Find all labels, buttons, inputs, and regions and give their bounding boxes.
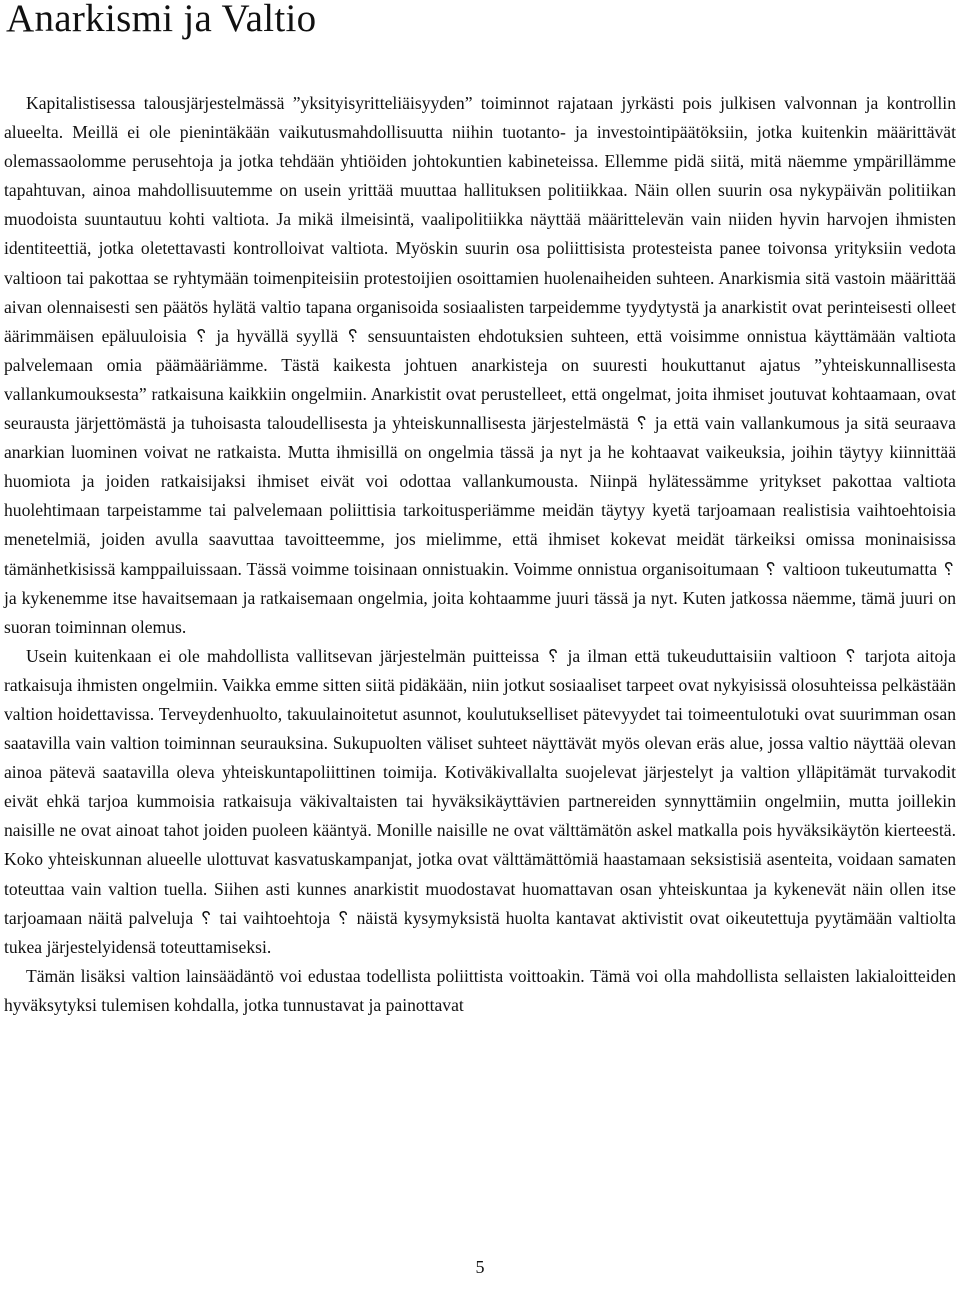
page-number: 5 [475, 1257, 485, 1277]
body-text [4, 89, 956, 1020]
paragraph-3: Tämän lisäksi valtion lainsäädäntö voi edustaa todellista poliittista voittoakin. Tämä voi olla mahdollista sellaisten lakialoitteiden hyväksytyksi tulemisen kohdalla, jotka tunnustavat ja painottavat [4, 965, 956, 1015]
page-title: Anarkismi ja Valtio [6, 0, 317, 40]
paragraph-2: Usein kuitenkaan ei ole mahdollista vallitsevan järjestelmän puitteissa ␦ ja ilman että tukeuduttaisiin valtioon ␦ tarjota aitoja ratkaisuja ihmisten ongelmiin. Vaikka emme sitten siitä pidäkään, niin jotkut sosiaaliset tarpeet ovat nykyisissä olosuhteissa pelkästään valtion hoidettavissa. Terveydenhuolto, takuulainoitetut asunnot, koulutukselliset pätevyydet tai toimeentulotuki ovat suurimman osan saatavilla vain valtion toiminnan seurauksina. Sukupuolten väliset suhteet näyttävät myös olevan eräs alue, jossa valtio näyttää olevan ainoa pätevä saatavilla oleva yhteiskuntapoliittinen toimija. Kotiväkivallalta suojelevat järjestelyt ja valtion ylläpitämät turvakodit eivät ehkä tarjoa kummoisia ratkaisuja väkivaltaisten tai hyväksikäyttävien partnereiden synnyttämiin ongelmiin, mutta joillekin naisille ne ovat ainoat tahot joiden puoleen kääntyä. Monille naisille ne ovat välttämätön askel matkalla pois hyväksikäytön kierteestä. Koko yhteiskunnan alueelle ulottuvat kasvatuskampanjat, jotka ovat välttämättömiä haastamaan seksistisiä asenteita, voidaan samaten toteuttaa vain valtion tuella. Siihen asti kunnes anarkistit muodostavat huomattavan osan yhteiskuntaa ja kykenevät näin ollen itse tarjoamaan näitä palveluja ␦ tai vaihtoehtoja ␦ näistä kysymyksistä huolta kantavat aktivistit ovat oikeutettuja pyytämään valtiolta tukea järjestelyidensä toteuttamiseksi. [4, 645, 956, 957]
paragraph-1: Kapitalistisessa talousjärjestelmässä ”yksityisyritteliäisyyden” toiminnot rajataan jyrkästi pois julkisen valvonnan ja kontrollin alueelta. Meillä ei ole pienintäkään vaikutusmahdollisuutta niihin tuotanto- ja investointipäätöksiin, jotka kuitenkin määrittävät olemassaolomme perusehtoja ja jotka tehdään yhtiöiden johtokuntien kabineteissa. Ellemme pidä siitä, mitä näemme ympärillämme tapahtuvan, ainoa mahdollisuutemme on usein yrittää muuttaa hallituksen politiikkaa. Näin ollen suurin osa nykypäivän politiikan muodoista suuntautuu kohti valtiota. Ja mikä ilmeisintä, vaalipolitiikka näyttää määrittelevän vain niiden hyvin harvojen ihmisten identiteettiä, jotka oletettavasti kontrolloivat valtiota. Myöskin suurin osa poliittisista protesteista panee toivonsa yrityksiin vedota valtioon tai pakottaa se ryhtymään toimenpiteisiin protestoijien osoittamien huolenaiheiden suhteen. Anarkismia sitä vastoin määrittää aivan olennaisesti sen päätös hylätä valtio tapana organisoida sosiaalisten tarpeidemme tyydytystä ja anarkistit ovat perinteisesti olleet äärimmäisen epäluuloisia ␦ ja hyvällä syyllä ␦ sensuuntaisten ehdotuksien suhteen, että voisimme onnistua käyttämään valtiota palvelemaan omia päämääriämme. Tästä kaikesta johtuen anarkisteja on suuresti houkuttanut ajatus ”yhteiskunnallisesta vallankumouksesta” ratkaisuna kaikkiin ongelmiin. Anarkistit ovat perustelleet, että ongelmat, joita ihmiset joutuvat kohtaamaan, ovat seurausta järjettömästä ja tuhoisasta taloudellisesta ja yhteiskunnallisesta järjestelmästä ␦ ja että vain vallankumous ja sitä seuraava anarkian luominen voivat ne ratkaista. Mutta ihmisillä on ongelmia tässä ja nyt ja he kohtaavat vaikeuksia, joihin täytyy kiinnittää huomiota ja joiden ratkaisijaksi ihmiset eivät voi odottaa vallankumousta. Niinpä hylätessämme yritykset pakottaa valtiota huolehtimaan tarpeistamme tai palvelemaan poliittisia tarkoitusperiämme meidän täytyy kyetä tarjoamaan realistisia vaihtoehtoisia menetelmiä, joiden avulla saavuttaa tavoitteemme, jos mielimme, että ihmiset kokevat meidät tärkeiksi omissa moninaisissa tämänhetkisissä kamppailuissaan. Tässä voimme toisinaan onnistuakin. Voimme onnistua organisoitumaan ␦ valtioon tukeutumatta ␦ ja kykenemme itse havaitsemaan ja ratkaisemaan ongelmia, joita kohtaamme juuri tässä ja nyt. Kuten jatkossa näemme, tämä juuri on suoran toiminnan olemus. [4, 93, 956, 637]
